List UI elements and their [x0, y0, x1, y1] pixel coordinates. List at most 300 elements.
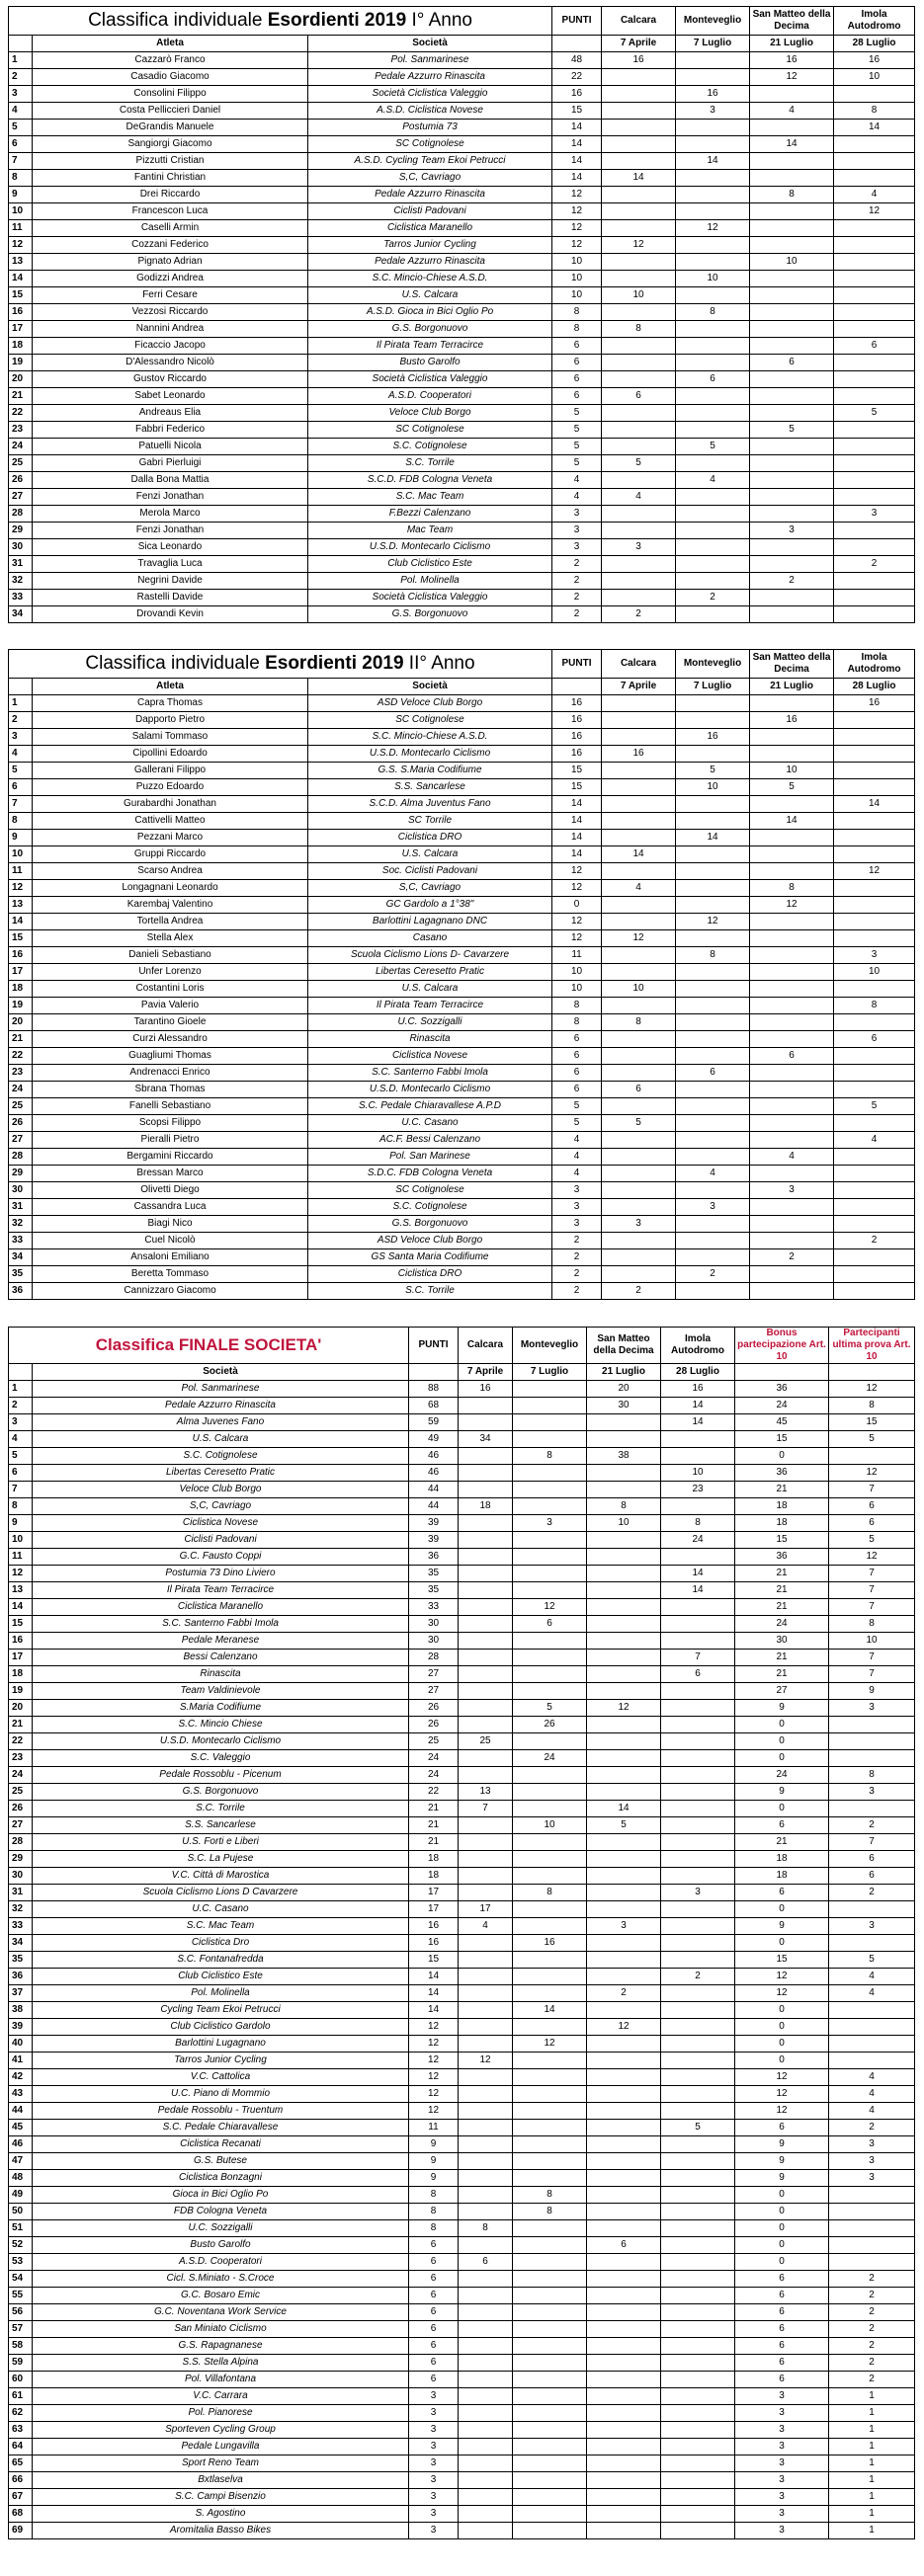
value-cell	[676, 170, 750, 187]
value-cell	[459, 1448, 513, 1465]
value-cell: 18	[735, 1851, 829, 1868]
value-cell: 18	[409, 1851, 459, 1868]
societa-cell: Cicl. S.Miniato - S.Croce	[33, 2271, 409, 2288]
value-cell	[834, 237, 915, 254]
value-cell	[829, 2204, 915, 2220]
header-atleta: Atleta	[33, 679, 308, 695]
value-cell: 3	[735, 2422, 829, 2439]
value-cell: 21	[409, 1817, 459, 1834]
value-cell	[602, 338, 676, 355]
value-cell: 14	[676, 830, 750, 846]
value-cell: 8	[409, 2204, 459, 2220]
table-row	[9, 153, 915, 170]
value-cell	[602, 796, 676, 813]
atleta-cell: Fenzi Jonathan	[33, 489, 308, 506]
value-cell	[602, 590, 676, 606]
value-cell: 14	[834, 796, 915, 813]
rank-cell: 1	[9, 52, 33, 69]
rank-cell: 10	[9, 846, 33, 863]
rank-cell: 22	[9, 405, 33, 422]
value-cell: 1	[829, 2506, 915, 2523]
societa-cell: Pol. Pianorese	[33, 2405, 409, 2422]
societa-cell: S.C. Torrile	[308, 1283, 552, 1300]
value-cell: 6	[552, 388, 602, 405]
value-cell: 5	[834, 1098, 915, 1115]
societa-cell: Cycling Team Ekoi Petrucci	[33, 2002, 409, 2019]
table-row	[9, 914, 915, 930]
atleta-cell: Pignato Adrian	[33, 254, 308, 271]
header-san-matteo: San Matteo della Decima	[750, 7, 834, 36]
value-cell	[750, 338, 834, 355]
value-cell: 12	[409, 2053, 459, 2069]
societa-cell: S.C. Campi Bisenzio	[33, 2489, 409, 2506]
atleta-cell: Andreaus Elia	[33, 405, 308, 422]
value-cell	[459, 2405, 513, 2422]
rank-cell: 18	[9, 981, 33, 998]
atleta-cell: Gurabardhi Jonathan	[33, 796, 308, 813]
value-cell: 3	[735, 2439, 829, 2455]
value-cell: 3	[409, 2388, 459, 2405]
value-cell: 14	[661, 1582, 735, 1599]
value-cell	[587, 1549, 661, 1566]
table-row	[9, 455, 915, 472]
societa-cell: S.S. Sancarlese	[308, 779, 552, 796]
societa-cell: A.S.D. Cooperatori	[33, 2254, 409, 2271]
rank-cell: 59	[9, 2355, 33, 2372]
value-cell: 0	[735, 1717, 829, 1733]
value-cell	[459, 1885, 513, 1901]
value-cell	[513, 2405, 587, 2422]
value-cell	[676, 506, 750, 523]
value-cell	[602, 729, 676, 746]
rank-cell: 58	[9, 2338, 33, 2355]
value-cell	[834, 304, 915, 321]
value-cell: 49	[409, 1431, 459, 1448]
rank-cell: 48	[9, 2170, 33, 2187]
table-row	[9, 2237, 915, 2254]
societa-cell: A.S.D. Ciclistica Novese	[308, 103, 552, 120]
table-row	[9, 2372, 915, 2388]
table-title-row	[9, 1328, 915, 1364]
value-cell: 26	[409, 1717, 459, 1733]
societa-cell: SC Cotignolese	[308, 712, 552, 729]
value-cell: 12	[459, 2053, 513, 2069]
value-cell	[661, 1448, 735, 1465]
header-imola: Imola Autodromo	[834, 7, 915, 36]
value-cell: 5	[602, 455, 676, 472]
value-cell: 7	[829, 1482, 915, 1498]
value-cell	[602, 405, 676, 422]
value-cell: 8	[676, 947, 750, 964]
value-cell: 2	[829, 1885, 915, 1901]
rank-cell: 61	[9, 2388, 33, 2405]
value-cell: 5	[552, 455, 602, 472]
rank-cell: 51	[9, 2220, 33, 2237]
value-cell	[459, 2136, 513, 2153]
value-cell	[513, 1482, 587, 1498]
rank-cell: 64	[9, 2439, 33, 2455]
value-cell	[602, 1132, 676, 1149]
value-cell: 0	[735, 1801, 829, 1817]
header-calcara: Calcara	[459, 1328, 513, 1364]
atleta-cell: Guagliumi Thomas	[33, 1048, 308, 1065]
value-cell	[676, 338, 750, 355]
value-cell: 18	[735, 1498, 829, 1515]
value-cell: 7	[829, 1666, 915, 1683]
value-cell	[829, 2237, 915, 2254]
table-row	[9, 695, 915, 712]
value-cell	[829, 2036, 915, 2053]
rank-cell: 35	[9, 1952, 33, 1969]
value-cell: 1	[829, 2455, 915, 2472]
value-cell	[676, 1216, 750, 1233]
societa-cell: S.C. Santerno Fabbi Imola	[308, 1065, 552, 1082]
value-cell	[602, 1098, 676, 1115]
table-row	[9, 1132, 915, 1149]
value-cell: 12	[602, 930, 676, 947]
societa-cell: U.C. Sozzigalli	[308, 1014, 552, 1031]
value-cell	[661, 1935, 735, 1952]
table-row	[9, 1582, 915, 1599]
atleta-cell: Sica Leonardo	[33, 539, 308, 556]
societa-cell: S.C. Cotignolese	[33, 1448, 409, 1465]
atleta-cell: Cannizzaro Giacomo	[33, 1283, 308, 1300]
value-cell	[513, 2069, 587, 2086]
table-row	[9, 86, 915, 103]
table-row	[9, 2523, 915, 2539]
rank-cell: 36	[9, 1969, 33, 1985]
rank-cell: 16	[9, 947, 33, 964]
value-cell: 6	[676, 371, 750, 388]
rank-cell: 6	[9, 136, 33, 153]
rank-cell: 68	[9, 2506, 33, 2523]
value-cell	[513, 1582, 587, 1599]
value-cell: 12	[552, 930, 602, 947]
table-row	[9, 2338, 915, 2355]
value-cell	[834, 1283, 915, 1300]
societa-cell: Team Valdinievole	[33, 1683, 409, 1700]
rank-cell: 47	[9, 2153, 33, 2170]
value-cell	[676, 321, 750, 338]
value-cell	[676, 712, 750, 729]
value-cell: 6	[750, 355, 834, 371]
value-cell: 4	[552, 1166, 602, 1182]
value-cell: 16	[750, 52, 834, 69]
value-cell	[459, 1599, 513, 1616]
table-row	[9, 2355, 915, 2372]
societa-cell: Alma Juvenes Fano	[33, 1414, 409, 1431]
value-cell: 12	[552, 220, 602, 237]
value-cell	[661, 2254, 735, 2271]
value-cell	[661, 1733, 735, 1750]
value-cell	[661, 2153, 735, 2170]
societa-cell: A.S.D. Cooperatori	[308, 388, 552, 405]
value-cell	[834, 846, 915, 863]
value-cell	[750, 539, 834, 556]
table-row	[9, 1398, 915, 1414]
value-cell: 8	[409, 2187, 459, 2204]
rank-cell: 49	[9, 2187, 33, 2204]
table-row	[9, 846, 915, 863]
table-row	[9, 1683, 915, 1700]
table-row	[9, 1717, 915, 1733]
value-cell: 33	[409, 1599, 459, 1616]
value-cell: 4	[552, 472, 602, 489]
value-cell: 3	[409, 2523, 459, 2539]
value-cell: 21	[735, 1834, 829, 1851]
value-cell	[459, 2187, 513, 2204]
value-cell	[676, 1182, 750, 1199]
value-cell: 21	[409, 1834, 459, 1851]
value-cell	[661, 1700, 735, 1717]
value-cell	[459, 1515, 513, 1532]
value-cell	[661, 1767, 735, 1784]
table-row	[9, 1935, 915, 1952]
value-cell	[834, 170, 915, 187]
value-cell	[676, 1233, 750, 1249]
value-cell: 0	[735, 1750, 829, 1767]
rank-cell: 66	[9, 2472, 33, 2489]
value-cell	[602, 1048, 676, 1065]
value-cell	[587, 2372, 661, 2388]
table-row	[9, 1216, 915, 1233]
value-cell	[829, 1935, 915, 1952]
value-cell	[661, 1683, 735, 1700]
value-cell	[587, 2136, 661, 2153]
value-cell: 6	[735, 2372, 829, 2388]
societa-cell: Postumia 73	[308, 120, 552, 136]
value-cell: 16	[552, 86, 602, 103]
value-cell	[750, 846, 834, 863]
value-cell	[513, 1969, 587, 1985]
value-cell: 8	[552, 998, 602, 1014]
value-cell: 21	[735, 1566, 829, 1582]
rank-cell: 56	[9, 2304, 33, 2321]
value-cell	[834, 287, 915, 304]
atleta-cell: Capra Thomas	[33, 695, 308, 712]
table-title-row	[9, 7, 915, 36]
value-cell	[750, 1233, 834, 1249]
table-row	[9, 930, 915, 947]
value-cell: 3	[661, 1885, 735, 1901]
rank-cell: 6	[9, 779, 33, 796]
value-cell	[676, 964, 750, 981]
value-cell	[676, 405, 750, 422]
table-row	[9, 52, 915, 69]
rank-cell: 13	[9, 254, 33, 271]
value-cell: 6	[735, 2271, 829, 2288]
atleta-cell: Salami Tommaso	[33, 729, 308, 746]
value-cell: 25	[409, 1733, 459, 1750]
atleta-cell: Vezzosi Riccardo	[33, 304, 308, 321]
societa-cell: A.S.D. Cycling Team Ekoi Petrucci	[308, 153, 552, 170]
value-cell	[602, 914, 676, 930]
value-cell	[750, 153, 834, 170]
value-cell	[459, 2455, 513, 2472]
value-cell: 6	[552, 371, 602, 388]
societa-cell: Soc. Ciclisti Padovani	[308, 863, 552, 880]
societa-cell: U.C. Piano di Mommio	[33, 2086, 409, 2103]
value-cell	[587, 1599, 661, 1616]
value-cell: 24	[409, 1750, 459, 1767]
value-cell	[661, 2388, 735, 2405]
societa-cell: S.C. Mac Team	[33, 1918, 409, 1935]
societa-cell: Pol. Sanmarinese	[308, 52, 552, 69]
value-cell: 3	[552, 1216, 602, 1233]
value-cell: 3	[735, 2455, 829, 2472]
societa-cell: Scuola Ciclismo Lions D- Cavarzere	[308, 947, 552, 964]
value-cell	[513, 2019, 587, 2036]
value-cell	[602, 187, 676, 203]
table-row	[9, 304, 915, 321]
value-cell	[459, 2439, 513, 2455]
rank-cell: 67	[9, 2489, 33, 2506]
societa-cell: G.C. Fausto Coppi	[33, 1549, 409, 1566]
value-cell	[602, 120, 676, 136]
rank-cell: 15	[9, 930, 33, 947]
value-cell: 3	[552, 539, 602, 556]
value-cell	[459, 2506, 513, 2523]
value-cell	[587, 2220, 661, 2237]
rank-cell: 33	[9, 590, 33, 606]
value-cell	[834, 880, 915, 897]
value-cell: 3	[829, 1700, 915, 1717]
table-row	[9, 998, 915, 1014]
value-cell	[661, 2036, 735, 2053]
atleta-cell: DeGrandis Manuele	[33, 120, 308, 136]
value-cell	[459, 2271, 513, 2288]
value-cell	[587, 1733, 661, 1750]
value-cell	[587, 2103, 661, 2120]
value-cell: 10	[602, 981, 676, 998]
value-cell	[834, 422, 915, 439]
date-imola: 28 Luglio	[834, 679, 915, 695]
value-cell: 2	[602, 1283, 676, 1300]
value-cell	[602, 254, 676, 271]
value-cell: 27	[409, 1683, 459, 1700]
societa-cell: Club Ciclistico Este	[33, 1969, 409, 1985]
value-cell	[661, 2422, 735, 2439]
value-cell: 2	[587, 1985, 661, 2002]
value-cell	[587, 1616, 661, 1633]
table-row	[9, 1448, 915, 1465]
societa-cell: G.S. Butese	[33, 2153, 409, 2170]
value-cell	[587, 1969, 661, 1985]
value-cell: 3	[513, 1515, 587, 1532]
societa-cell: U.S. Calcara	[308, 846, 552, 863]
value-cell: 1	[829, 2439, 915, 2455]
atleta-cell: Rastelli Davide	[33, 590, 308, 606]
value-cell: 5	[552, 1115, 602, 1132]
societa-cell: Club Ciclistico Este	[308, 556, 552, 573]
value-cell	[513, 1431, 587, 1448]
value-cell: 9	[735, 2170, 829, 2187]
societa-cell: Ciclistica Novese	[308, 1048, 552, 1065]
value-cell	[661, 1817, 735, 1834]
societa-cell: Ciclistica Maranello	[33, 1599, 409, 1616]
atleta-cell: Pezzani Marco	[33, 830, 308, 846]
rank-cell: 25	[9, 1784, 33, 1801]
date-monteveglio: 7 Luglio	[676, 36, 750, 52]
value-cell	[459, 2321, 513, 2338]
value-cell	[459, 1969, 513, 1985]
rank-cell: 10	[9, 203, 33, 220]
societa-cell: S.C. Cotignolese	[308, 1199, 552, 1216]
value-cell: 8	[552, 1014, 602, 1031]
value-cell	[587, 1885, 661, 1901]
ranking-table-final-societies	[8, 1327, 915, 2539]
value-cell	[602, 998, 676, 1014]
atleta-cell: Danieli Sebastiano	[33, 947, 308, 964]
value-cell	[602, 863, 676, 880]
value-cell: 14	[552, 170, 602, 187]
societa-cell: S.C. Fontanafredda	[33, 1952, 409, 1969]
header-imola: Imola Autodromo	[661, 1328, 735, 1364]
value-cell	[459, 2304, 513, 2321]
atleta-cell: Olivetti Diego	[33, 1182, 308, 1199]
rank-cell: 46	[9, 2136, 33, 2153]
value-cell: 9	[735, 2153, 829, 2170]
value-cell	[602, 136, 676, 153]
value-cell: 2	[834, 556, 915, 573]
value-cell: 14	[676, 153, 750, 170]
value-cell	[750, 1132, 834, 1149]
table-row	[9, 539, 915, 556]
table-row	[9, 880, 915, 897]
value-cell: 8	[829, 1398, 915, 1414]
atleta-cell: Bergamini Riccardo	[33, 1149, 308, 1166]
value-cell: 6	[552, 338, 602, 355]
value-cell: 0	[735, 2254, 829, 2271]
value-cell	[676, 556, 750, 573]
value-cell: 16	[834, 52, 915, 69]
value-cell	[513, 2120, 587, 2136]
rank-cell: 24	[9, 1767, 33, 1784]
societa-cell: Ciclisti Padovani	[308, 203, 552, 220]
header-san-matteo: San Matteo della Decima	[750, 650, 834, 679]
value-cell	[587, 2338, 661, 2355]
societa-cell: Pedale Azzurro Rinascita	[308, 187, 552, 203]
societa-cell: U.C. Casano	[308, 1115, 552, 1132]
value-cell	[834, 712, 915, 729]
table-row	[9, 2506, 915, 2523]
value-cell: 36	[735, 1549, 829, 1566]
value-cell	[459, 1952, 513, 1969]
value-cell	[459, 1935, 513, 1952]
atleta-cell: Stella Alex	[33, 930, 308, 947]
value-cell	[661, 1750, 735, 1767]
value-cell	[829, 1717, 915, 1733]
societa-cell: Pedale Rossoblu - Truentum	[33, 2103, 409, 2120]
value-cell	[661, 1549, 735, 1566]
atleta-cell: Sangiorgi Giacomo	[33, 136, 308, 153]
value-cell	[676, 52, 750, 69]
value-cell: 16	[661, 1381, 735, 1398]
rank-cell: 16	[9, 1633, 33, 1650]
value-cell	[513, 1532, 587, 1549]
table-row	[9, 897, 915, 914]
rank-cell: 20	[9, 371, 33, 388]
value-cell: 0	[735, 2187, 829, 2204]
value-cell	[513, 2254, 587, 2271]
value-cell: 16	[552, 746, 602, 763]
value-cell: 12	[676, 914, 750, 930]
value-cell	[459, 2388, 513, 2405]
value-cell	[459, 2019, 513, 2036]
value-cell: 39	[409, 1515, 459, 1532]
value-cell	[587, 1532, 661, 1549]
value-cell	[750, 1031, 834, 1048]
